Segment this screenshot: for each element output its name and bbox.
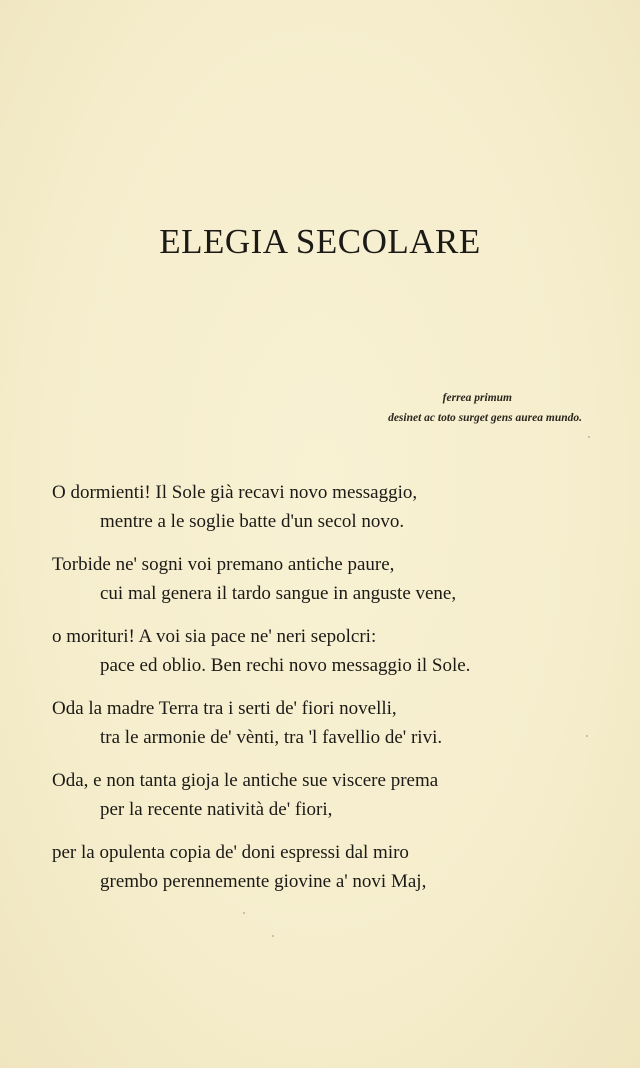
- epigraph-line-2: desinet ac toto surget gens aurea mundo.: [388, 412, 582, 424]
- stanza-4: [52, 694, 612, 752]
- verse-line: per la opulenta copia de' doni espressi dal miro: [52, 842, 409, 863]
- verse-line-indented: mentre a le soglie batte d'un secol novo.: [100, 511, 405, 532]
- poem-body: [52, 478, 612, 910]
- stanza-5: [52, 766, 612, 824]
- verse-line-indented: tra le armonie de' vènti, tra 'l favellio de' rivi.: [100, 727, 443, 748]
- verse-line: Oda la madre Terra tra i serti de' fiori novelli,: [52, 698, 397, 719]
- verse-line-indented: grembo perennemente giovine a' novi Maj,: [100, 871, 427, 892]
- poem-title: ELEGIA SECOLARE: [159, 222, 481, 261]
- verse-line: Torbide ne' sogni voi premano antiche paure,: [52, 554, 395, 575]
- paper-speck: [586, 735, 588, 737]
- paper-speck: [272, 935, 274, 937]
- epigraph-line-1: ferrea primum: [442, 392, 512, 404]
- verse-line: Oda, e non tanta gioja le antiche sue viscere prema: [52, 770, 439, 791]
- stanza-3: [52, 622, 612, 680]
- stanza-2: [52, 550, 612, 608]
- stanza-6: [52, 838, 612, 896]
- verse-line-indented: pace ed oblio. Ben rechi novo messaggio il Sole.: [100, 655, 471, 676]
- verse-line-indented: cui mal genera il tardo sangue in anguste vene,: [100, 583, 457, 604]
- paper-speck: [588, 436, 590, 438]
- verse-line: O dormienti! Il Sole già recavi novo messaggio,: [52, 482, 418, 503]
- epigraph: [262, 388, 582, 428]
- verse-line: o morituri! A voi sia pace ne' neri sepolcri:: [52, 626, 377, 647]
- stanza-1: [52, 478, 612, 536]
- verse-line-indented: per la recente natività de' fiori,: [100, 799, 333, 820]
- paper-speck: [243, 912, 245, 914]
